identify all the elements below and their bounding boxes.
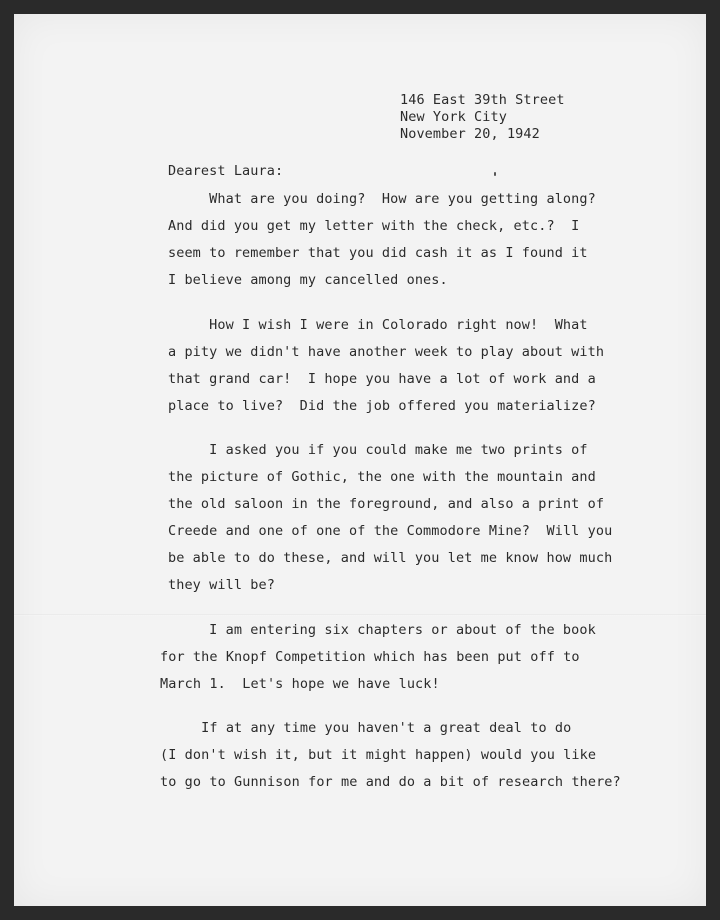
letter-date: November 20, 1942 xyxy=(400,126,540,142)
address-street: 146 East 39th Street xyxy=(400,92,565,108)
paragraph-3-line-3: the old saloon in the foreground, and also a print of xyxy=(168,496,605,512)
paragraph-2-line-4: place to live? Did the job offered you materialize? xyxy=(168,398,596,414)
paragraph-3-line-1: I asked you if you could make me two prints of xyxy=(168,442,588,458)
paragraph-5-line-2: (I don't wish it, but it might happen) would you like xyxy=(160,747,597,763)
paragraph-4-line-2: for the Knopf Competition which has been put off to xyxy=(160,649,580,665)
paragraph-4-line-3: March 1. Let's hope we have luck! xyxy=(160,676,440,692)
paragraph-1-line-4: I believe among my cancelled ones. xyxy=(168,272,448,288)
paragraph-1-line-3: seem to remember that you did cash it as I found it xyxy=(168,245,588,261)
paragraph-2-line-1: How I wish I were in Colorado right now! What xyxy=(168,317,588,333)
ink-speck xyxy=(494,172,496,176)
paragraph-2-line-3: that grand car! I hope you have a lot of work and a xyxy=(168,371,596,387)
address-city: New York City xyxy=(400,109,507,125)
paragraph-5-line-1: If at any time you haven't a great deal to do xyxy=(160,720,572,736)
paragraph-3-line-5: be able to do these, and will you let me know how much xyxy=(168,550,613,566)
salutation: Dearest Laura: xyxy=(168,163,284,179)
paragraph-1-line-2: And did you get my letter with the check, etc.? I xyxy=(168,218,580,234)
paragraph-2-line-2: a pity we didn't have another week to play about with xyxy=(168,344,605,360)
paragraph-4-line-1: I am entering six chapters or about of the book xyxy=(168,622,596,638)
letter-page xyxy=(14,14,706,906)
paragraph-5-line-3: to go to Gunnison for me and do a bit of research there? xyxy=(160,774,621,790)
paragraph-3-line-2: the picture of Gothic, the one with the mountain and xyxy=(168,469,596,485)
paragraph-3-line-4: Creede and one of one of the Commodore Mine? Will you xyxy=(168,523,613,539)
paragraph-3-line-6: they will be? xyxy=(168,577,275,593)
paper-fold xyxy=(14,614,706,616)
paragraph-1-line-1: What are you doing? How are you getting along? xyxy=(168,191,596,207)
